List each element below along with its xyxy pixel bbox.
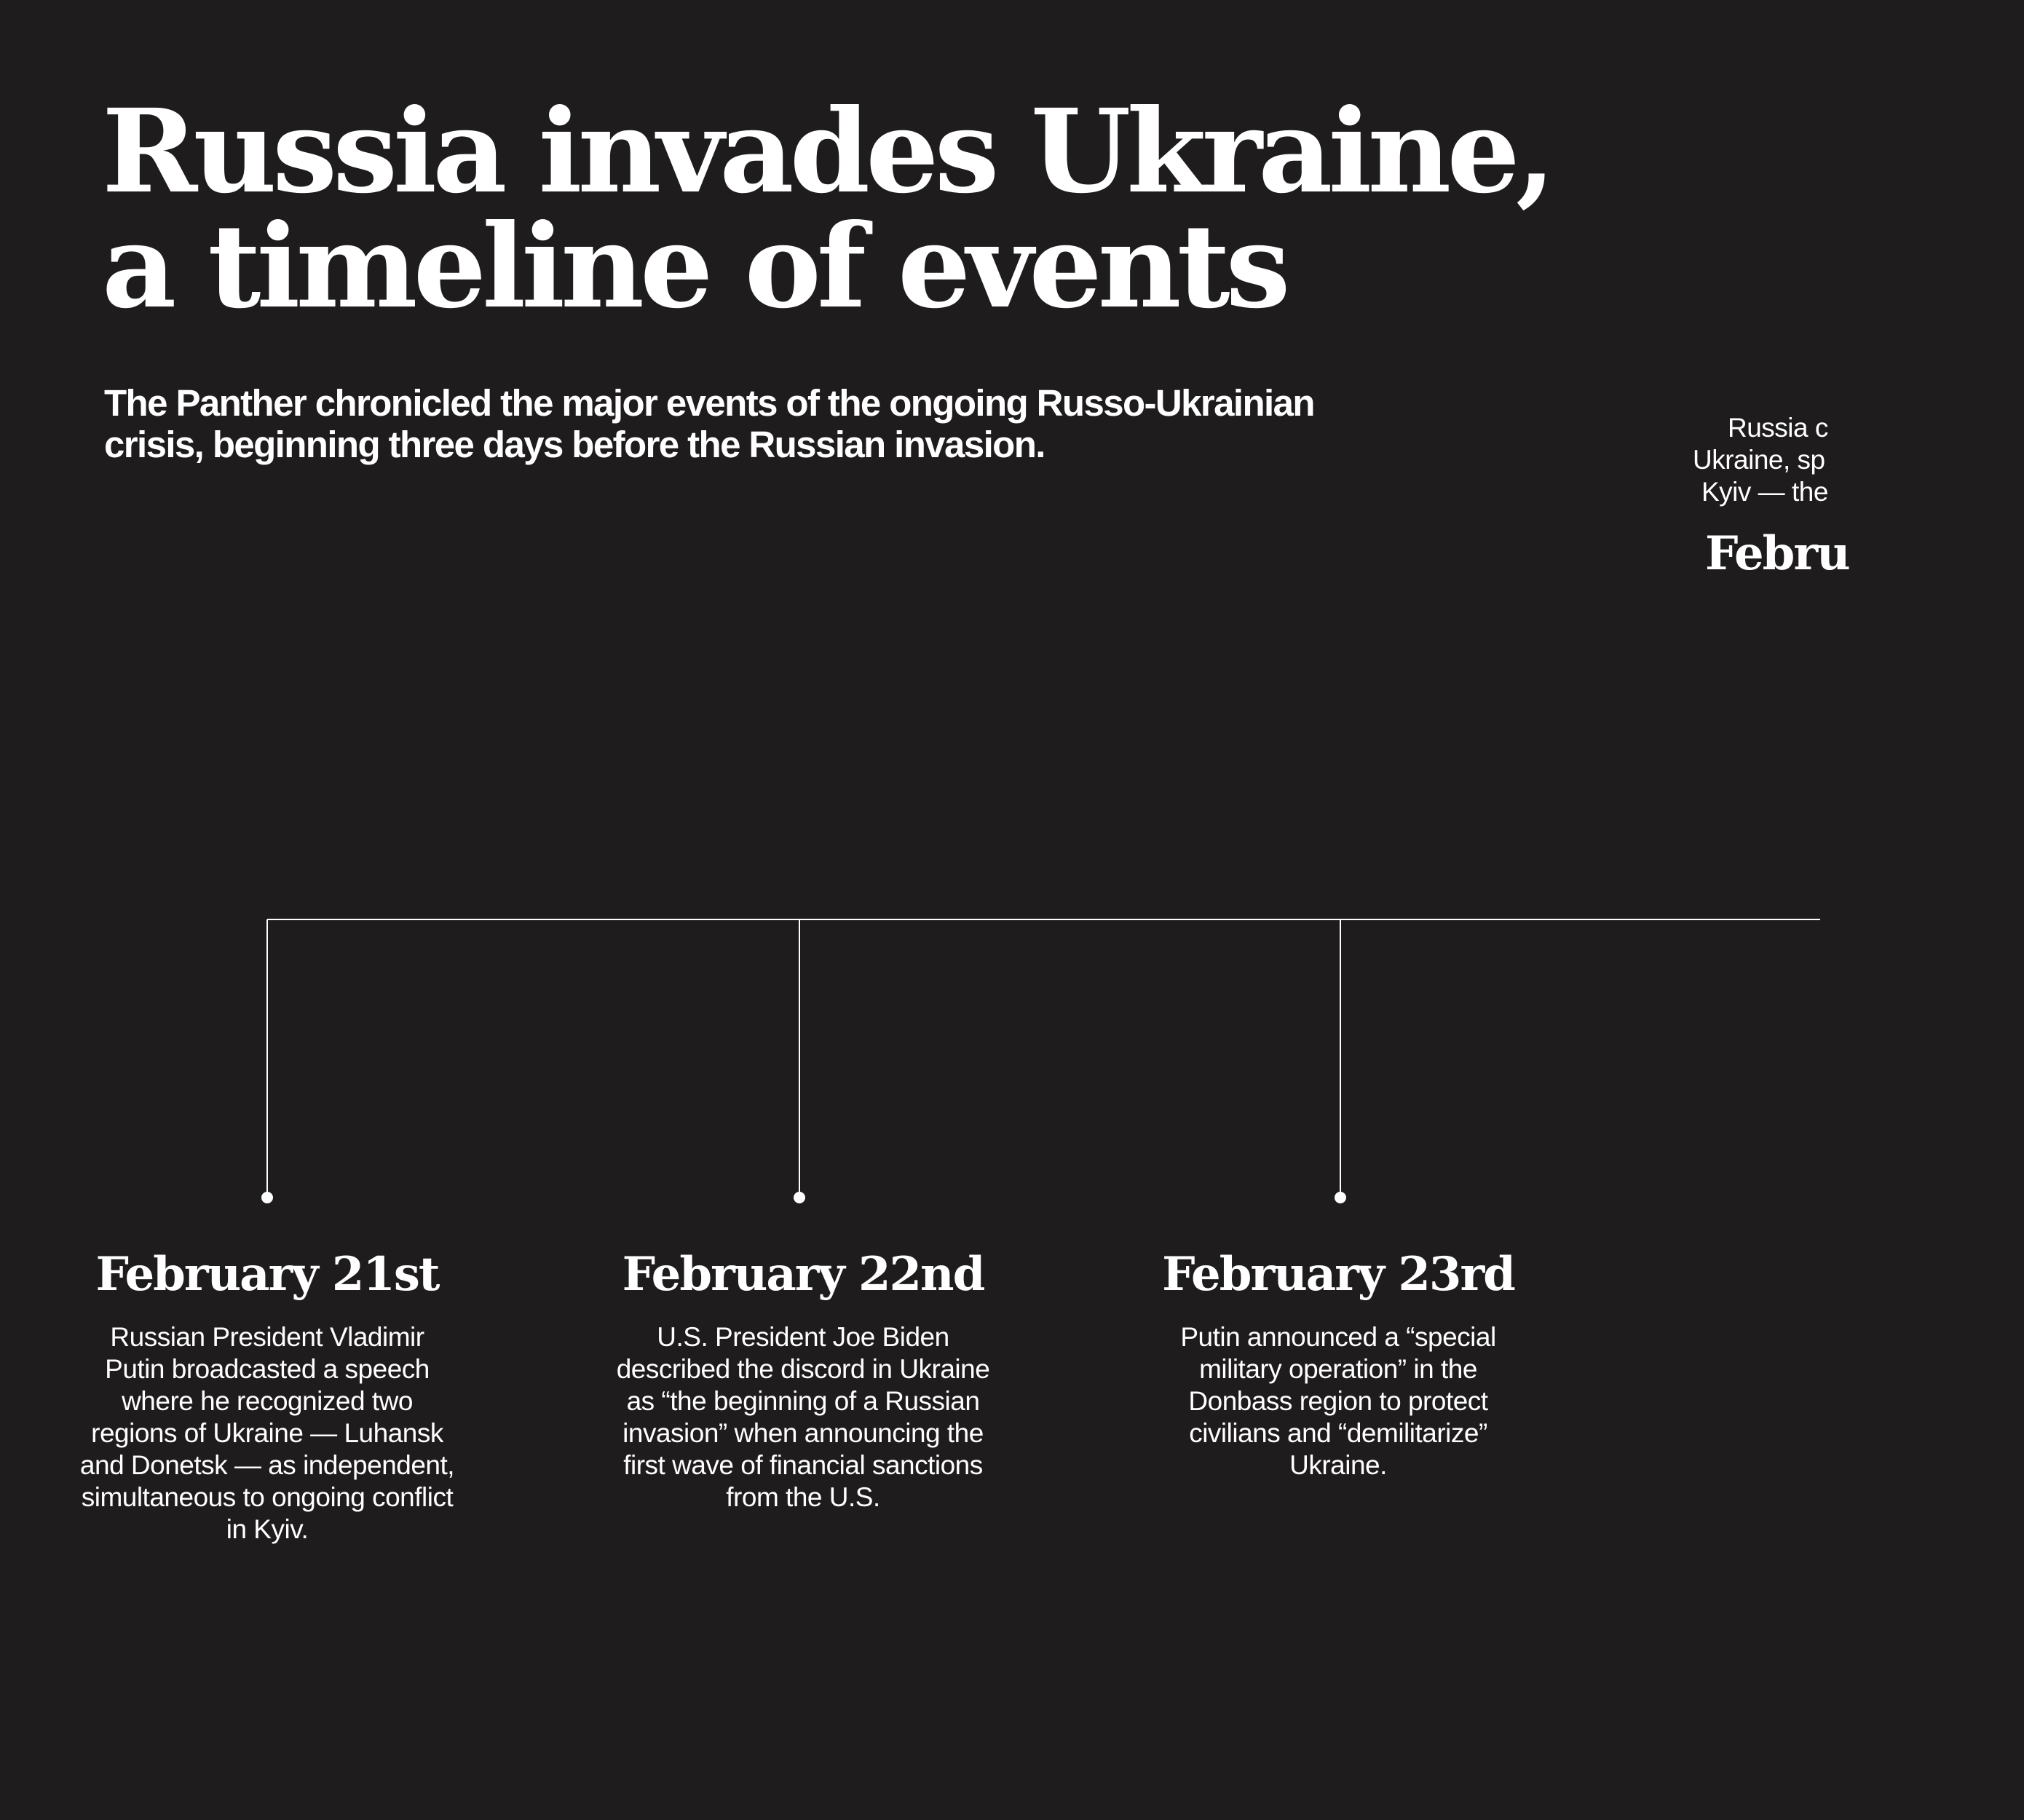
description-line: from the U.S. — [726, 1482, 880, 1512]
page-title: Russia invades Ukraine, a timeline of events — [102, 84, 1551, 334]
description-line: Putin announced a “special — [1180, 1322, 1496, 1352]
description-line: Donbass region to protect — [1188, 1386, 1488, 1416]
description-line: civilians and “demilitarize” — [1189, 1418, 1487, 1448]
event-date-feb22: February 22nd — [622, 1247, 984, 1302]
event-description-partial — [1660, 412, 2024, 508]
description-line: Ukraine, sp — [1693, 445, 1825, 475]
description-line: invasion” when announcing the — [622, 1418, 984, 1448]
description-line: U.S. President Joe Biden — [657, 1322, 949, 1352]
description-line: regions of Ukraine — Luhansk — [91, 1418, 443, 1448]
page-subtitle: The Panther chronicled the major events of the ongoing Russo-Ukrainian crisis, beginning three days before the Russian invasion. — [104, 382, 1314, 465]
event-description-feb23 — [1120, 1321, 1557, 1481]
description-line: in Kyiv. — [226, 1514, 309, 1544]
description-line: and Donetsk — as independent, — [79, 1450, 455, 1480]
description-line: Russian President Vladimir — [110, 1322, 424, 1352]
description-line: described the discord in Ukraine — [616, 1354, 990, 1384]
event-description-feb21 — [49, 1321, 486, 1546]
description-line: as “the beginning of a Russian — [626, 1386, 980, 1416]
event-date-feb21: February 21st — [95, 1247, 439, 1302]
marker-feb21 — [261, 1192, 273, 1203]
description-line: Kyiv — the — [1701, 477, 1828, 507]
marker-feb23 — [1335, 1192, 1346, 1203]
description-line: Russia c — [1728, 413, 1828, 443]
marker-feb22 — [794, 1192, 805, 1203]
description-line: military operation” in the — [1199, 1354, 1477, 1384]
description-line: Ukraine. — [1289, 1450, 1387, 1480]
description-line: where he recognized two — [122, 1386, 413, 1416]
event-description-feb22 — [585, 1321, 1021, 1514]
event-date-partial: Febru — [1705, 526, 1849, 581]
description-line: Putin broadcasted a speech — [105, 1354, 430, 1384]
description-line: simultaneous to ongoing conflict — [81, 1482, 454, 1512]
description-line: first wave of financial sanctions — [623, 1450, 983, 1480]
event-date-feb23: February 23rd — [1162, 1247, 1514, 1302]
